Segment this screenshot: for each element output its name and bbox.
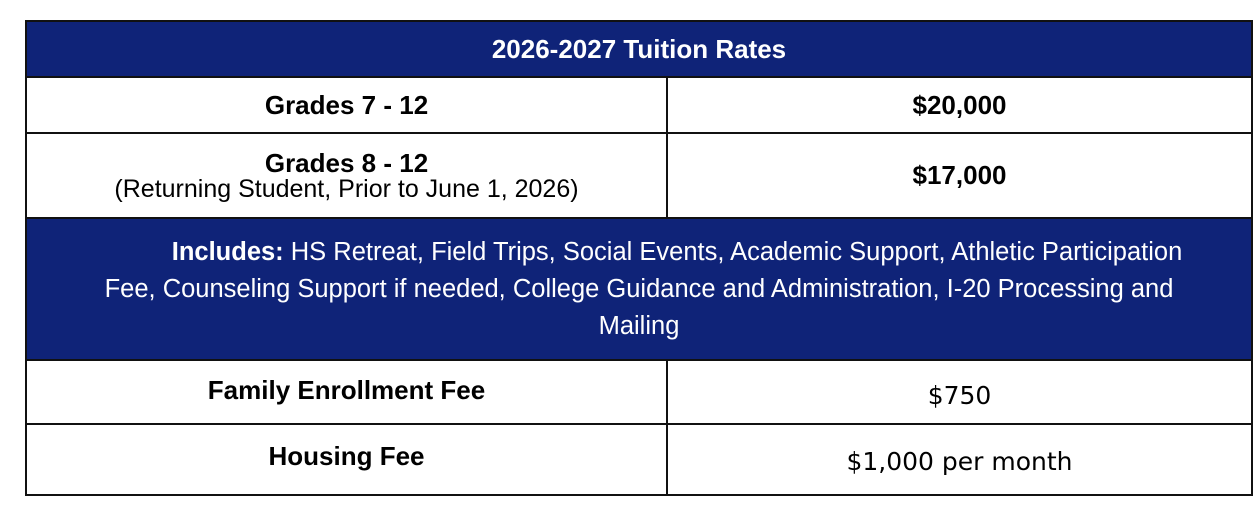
tuition-value: $17,000	[912, 160, 1007, 190]
includes-row	[27, 219, 1251, 361]
includes-label: Includes:	[171, 237, 284, 266]
grade-cell	[27, 134, 668, 217]
fee-value: $1,000 per month	[846, 447, 1073, 476]
table-row	[27, 134, 1251, 219]
grade-label: Grades 7 - 12	[27, 78, 668, 132]
table-row	[27, 78, 1251, 134]
includes-text: HS Retreat, Field Trips, Social Events, Academic Support, Athletic Participation Fee, Counseling Support if needed, College Guidance and Administration, I-20 Processing and Mailing	[104, 237, 1183, 340]
fee-label: Family Enrollment Fee	[27, 361, 668, 423]
fee-label: Housing Fee	[27, 425, 668, 494]
grade-label: Grades 8 - 12	[264, 147, 429, 178]
includes-text-block	[87, 234, 1191, 345]
fee-value: $750	[927, 380, 992, 410]
table-title: 2026-2027 Tuition Rates	[27, 22, 1251, 78]
tuition-table	[25, 20, 1253, 496]
tuition-value: $20,000	[912, 89, 1007, 120]
table-row	[27, 425, 1251, 494]
grade-sublabel: (Returning Student, Prior to June 1, 2026)	[114, 174, 579, 203]
table-row	[27, 361, 1251, 425]
